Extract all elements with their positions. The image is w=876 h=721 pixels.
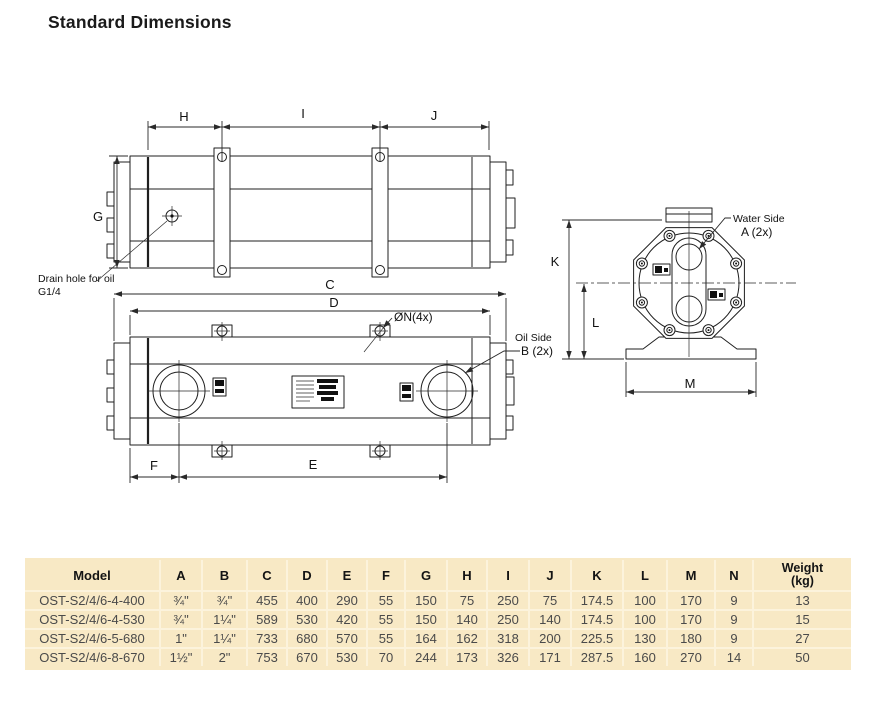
dim-cell: 171 (529, 648, 571, 666)
dim-cell: ¾" (160, 591, 202, 610)
dim-cell: 1¼" (202, 629, 247, 648)
dim-label-c: C (325, 277, 335, 292)
dim-cell: 27 (753, 629, 851, 648)
dim-label-d: D (329, 295, 339, 310)
dim-cell: 400 (287, 591, 327, 610)
dim-cell: 140 (447, 610, 487, 629)
col-header-weight (753, 560, 851, 591)
dim-cell: 1¼" (202, 610, 247, 629)
dim-cell: 290 (327, 591, 367, 610)
col-header-n: N (715, 560, 753, 591)
dim-cell: 50 (753, 648, 851, 666)
dim-cell: 100 (623, 610, 667, 629)
plan-view (107, 310, 553, 483)
water-side-label-line2: A (2x) (741, 225, 773, 239)
dim-cell: 164 (405, 629, 447, 648)
dim-cell: 55 (367, 610, 405, 629)
dim-cell: 14 (715, 648, 753, 666)
col-header-l: L (623, 560, 667, 591)
dim-cell: 670 (287, 648, 327, 666)
model-cell: OST-S2/4/6-4-400 (25, 591, 160, 610)
dim-cell: 55 (367, 591, 405, 610)
model-cell: OST-S2/4/6-8-670 (25, 648, 160, 666)
dim-cell: 200 (529, 629, 571, 648)
weight-header-line2: (kg) (791, 574, 814, 588)
col-header-c: C (247, 560, 287, 591)
dim-cell: 130 (623, 629, 667, 648)
dim-label-j: J (430, 108, 438, 123)
dim-cell: 244 (405, 648, 447, 666)
col-header-i: I (487, 560, 529, 591)
dim-cell: 250 (487, 610, 529, 629)
dim-cell: 287.5 (571, 648, 623, 666)
dim-cell: ¾" (202, 591, 247, 610)
dim-label-l: L (592, 315, 600, 330)
dim-cell: 150 (405, 591, 447, 610)
model-cell: OST-S2/4/6-4-530 (25, 610, 160, 629)
dim-cell: 530 (327, 648, 367, 666)
dim-cell: 225.5 (571, 629, 623, 648)
dim-cell: 1½" (160, 648, 202, 666)
dim-cell: 174.5 (571, 591, 623, 610)
dim-cd (114, 294, 506, 341)
dim-cell: 9 (715, 591, 753, 610)
mounting-strap (214, 148, 230, 277)
dim-cell: 162 (447, 629, 487, 648)
col-header-b: B (202, 560, 247, 591)
col-header-h: H (447, 560, 487, 591)
col-header-a: A (160, 560, 202, 591)
dim-label-m: M (684, 376, 696, 391)
dim-label-e: E (308, 457, 318, 472)
col-header-d: D (287, 560, 327, 591)
page-title: Standard Dimensions (48, 12, 232, 32)
dim-cell: ¾" (160, 610, 202, 629)
dim-cell: 70 (367, 648, 405, 666)
dim-cell: 326 (487, 648, 529, 666)
table-row (25, 591, 851, 610)
dim-cell: 270 (667, 648, 715, 666)
mounting-foot (626, 337, 756, 359)
dim-label-h: H (179, 109, 189, 124)
end-view (551, 208, 796, 397)
dim-label-g: G (92, 209, 104, 224)
col-header-g: G (405, 560, 447, 591)
dim-cell: 75 (529, 591, 571, 610)
dim-cell: 170 (667, 591, 715, 610)
dim-cell: 680 (287, 629, 327, 648)
dim-cell: 180 (667, 629, 715, 648)
dim-cell: 170 (667, 610, 715, 629)
oil-side-label-line1: Oil Side (515, 332, 552, 344)
oil-side-label-line2: B (2x) (521, 344, 554, 358)
dim-cell: 455 (247, 591, 287, 610)
dim-cell: 589 (247, 610, 287, 629)
dim-cell: 530 (287, 610, 327, 629)
dim-cell: 9 (715, 610, 753, 629)
drain-note-line2: G1/4 (38, 286, 61, 298)
dim-cell: 140 (529, 610, 571, 629)
dim-cell: 174.5 (571, 610, 623, 629)
dim-cell: 2" (202, 648, 247, 666)
table-row (25, 629, 851, 648)
hole-spec-label: ØN(4x) (394, 310, 433, 324)
model-cell: OST-S2/4/6-5-680 (25, 629, 160, 648)
dim-label-k: K (550, 254, 560, 269)
dim-hij (148, 121, 489, 161)
dim-cell: 150 (405, 610, 447, 629)
dim-cell: 55 (367, 629, 405, 648)
col-header-model: Model (25, 560, 160, 591)
dim-cell: 9 (715, 629, 753, 648)
dim-cell: 160 (623, 648, 667, 666)
table-row (25, 610, 851, 629)
dimensions-table (25, 558, 851, 670)
drain-note-line1: Drain hole for oil (38, 273, 115, 285)
col-header-k: K (571, 560, 623, 591)
mounting-strap (372, 148, 388, 277)
col-header-m: M (667, 560, 715, 591)
dim-cell: 173 (447, 648, 487, 666)
dim-cell: 75 (447, 591, 487, 610)
dim-cell: 318 (487, 629, 529, 648)
weight-header-line1: Weight (781, 560, 824, 575)
dim-cell: 250 (487, 591, 529, 610)
dim-cell: 1" (160, 629, 202, 648)
col-header-j: J (529, 560, 571, 591)
dim-cell: 100 (623, 591, 667, 610)
dim-cell: 15 (753, 610, 851, 629)
side-view (38, 106, 515, 298)
dim-cell: 570 (327, 629, 367, 648)
dim-cell: 753 (247, 648, 287, 666)
water-side-label-line1: Water Side (733, 213, 785, 225)
dim-label-f: F (150, 458, 158, 473)
col-header-f: F (367, 560, 405, 591)
dim-label-i: I (301, 106, 305, 121)
dim-cell: 13 (795, 593, 810, 608)
dim-cell: 420 (327, 610, 367, 629)
table-row (25, 648, 851, 666)
dim-cell: 733 (247, 629, 287, 648)
col-header-e: E (327, 560, 367, 591)
table-header-row (25, 560, 851, 591)
